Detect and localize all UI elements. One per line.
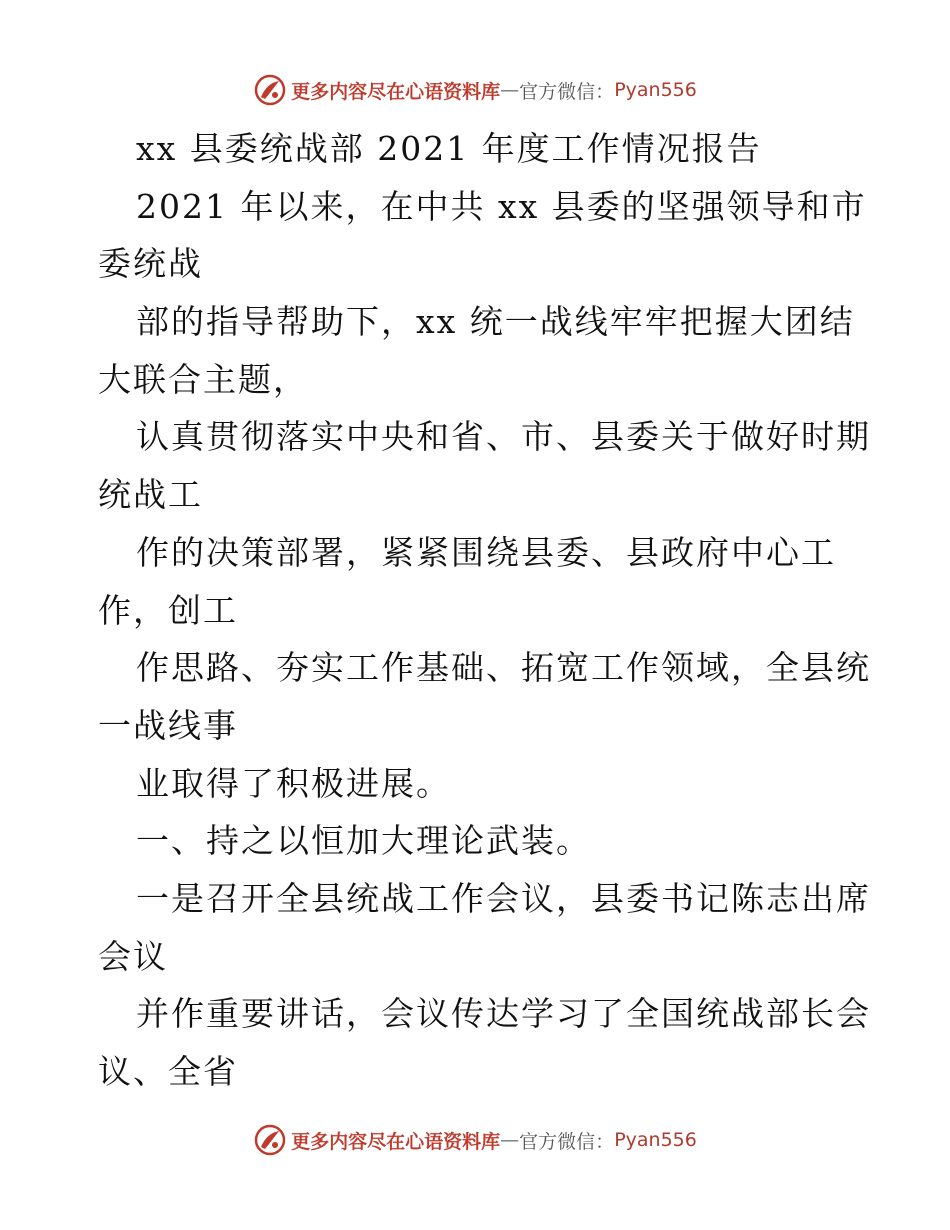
watermark-label: 官方微信： bbox=[519, 1130, 615, 1153]
document-line: 作，创工 bbox=[98, 590, 238, 630]
document-line: 统战工 bbox=[98, 475, 203, 515]
document-line: 作的决策部署，紧紧围绕县委、县政府中心工 bbox=[136, 532, 836, 572]
document-line: xx 县委统战部 2021 年度工作情况报告 bbox=[136, 129, 762, 168]
document-line: 会议 bbox=[98, 936, 168, 976]
watermark-main-text: 更多内容尽在心语资料库 bbox=[291, 1130, 501, 1153]
document-line: 2021 年以来，在中共 xx 县委的坚强领导和市 bbox=[136, 186, 867, 226]
logo-icon bbox=[253, 73, 287, 107]
document-line: 委统战 bbox=[98, 244, 203, 284]
watermark-account: Pyan556 bbox=[614, 79, 697, 101]
watermark-label: 官方微信： bbox=[519, 80, 615, 103]
watermark-banner-bottom bbox=[0, 1120, 950, 1160]
document-body bbox=[98, 120, 871, 1101]
document-line: 一是召开全县统战工作会议，县委书记陈志出席 bbox=[136, 878, 871, 918]
watermark-dash: — bbox=[500, 1129, 520, 1151]
watermark-main-text: 更多内容尽在心语资料库 bbox=[291, 80, 501, 103]
document-line: 认真贯彻落实中央和省、市、县委关于做好时期 bbox=[136, 417, 871, 457]
document-line: 业取得了积极进展。 bbox=[136, 763, 451, 803]
document-line: 议、全省 bbox=[98, 1052, 238, 1091]
document-line: 并作重要讲话，会议传达学习了全国统战部长会 bbox=[136, 994, 871, 1034]
document-line: 部的指导帮助下，xx 统一战线牢牢把握大团结 bbox=[136, 302, 855, 342]
document-line: 一战线事 bbox=[98, 705, 238, 745]
document-line: 大联合主题， bbox=[98, 359, 308, 399]
document-line: 一、持之以恒加大理论武装。 bbox=[136, 821, 591, 861]
watermark-account: Pyan556 bbox=[614, 1129, 697, 1151]
watermark-banner-top bbox=[0, 70, 950, 110]
logo-icon bbox=[253, 1123, 287, 1157]
document-line: 作思路、夯实工作基础、拓宽工作领域，全县统 bbox=[136, 648, 871, 688]
watermark-dash: — bbox=[500, 79, 520, 101]
